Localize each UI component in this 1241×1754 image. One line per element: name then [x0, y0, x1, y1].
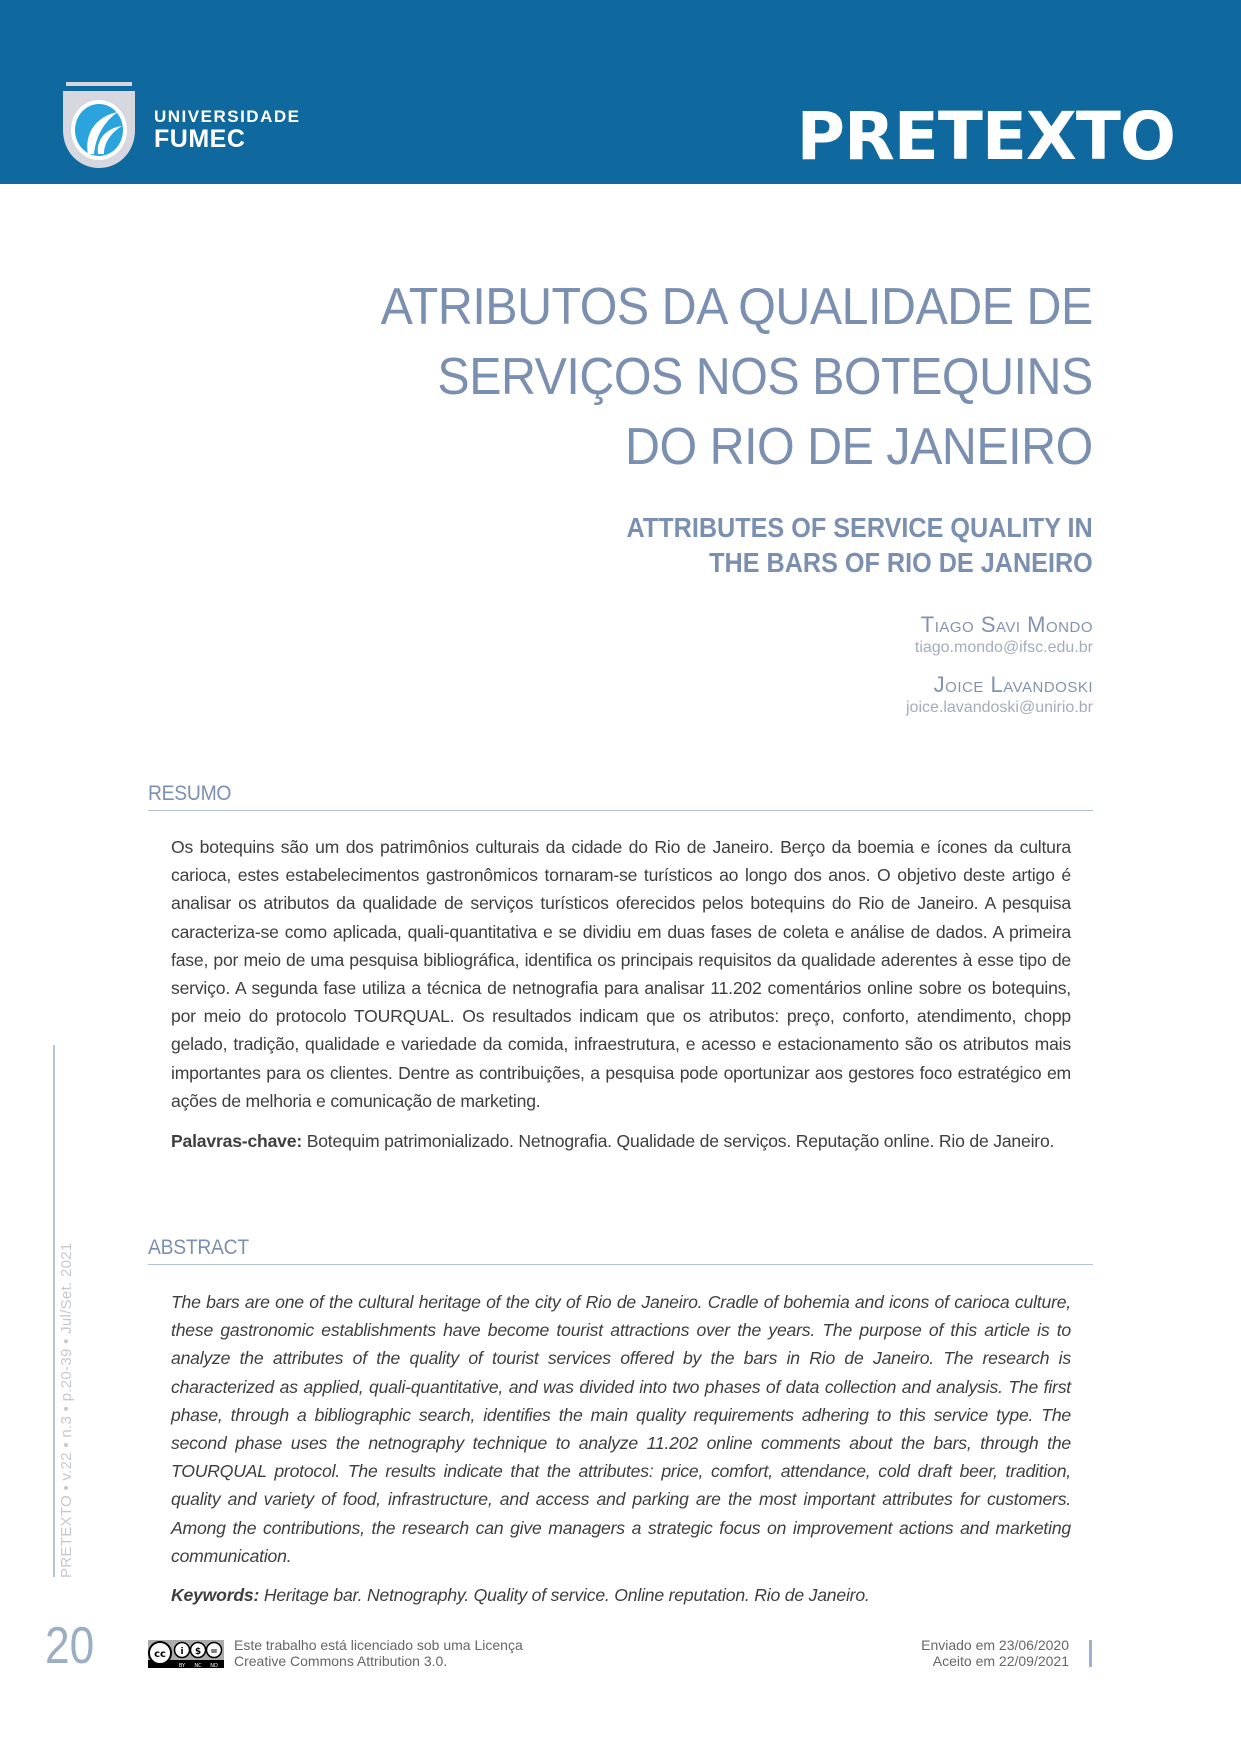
university-shield-logo-icon	[62, 82, 142, 170]
svg-text:NC: NC	[194, 1663, 202, 1668]
resumo-keywords-label: Palavras-chave:	[171, 1131, 302, 1151]
logo-line-universidade: UNIVERSIDADE	[154, 107, 301, 126]
title-pt-line: SERVIÇOS NOS BOTEQUINS	[437, 348, 1093, 406]
abstract-heading-text: ABSTRACT	[148, 1236, 249, 1259]
accepted-date: Aceito em 22/09/2021	[932, 1653, 1069, 1669]
submitted-date: Enviado em 23/06/2020	[921, 1637, 1069, 1653]
resumo-heading-text: RESUMO	[148, 782, 232, 805]
abstract-keywords-label: Keywords:	[171, 1585, 260, 1605]
title-en-line: ATTRIBUTES OF SERVICE QUALITY IN	[626, 512, 1093, 543]
svg-text:BY: BY	[178, 1663, 186, 1668]
creative-commons-by-nc-nd-icon[interactable]	[148, 1640, 224, 1668]
svg-text:ND: ND	[210, 1663, 218, 1668]
license-notice	[234, 1637, 523, 1669]
author-email[interactable]: joice.lavandoski@unirio.br	[906, 699, 1093, 716]
dates-accent-bar	[1089, 1640, 1092, 1667]
author-name: Tiago Savi Mondo	[920, 612, 1093, 637]
university-wordmark	[154, 107, 300, 152]
resumo-body: Os botequins são um dos patrimônios culturais da cidade do Rio de Janeiro. Berço da boemia e ícones da cultura carioca, estes estabelecimentos gastronômicos tornaram-se turísticos ao longo dos anos. O objetivo deste artigo é analisar os atributos da qualidade de serviços turísticos oferecidos pelos botequins do Rio de Janeiro. A pesquisa caracteriza-se como aplicada, quali-quantitativa e se dividiu em duas fases de coleta e análise de dados. A primeira fase, por meio de uma pesquisa bibliográfica, identifica os principais requisitos da qualidade aderentes à esse tipo de serviço. A segunda fase utiliza a técnica de netnografia para analisar 11.202 comentários online sobre os botequins, por meio do protocolo TOURQUAL. Os resultados indicam que os atributos: preço, conforto, atendimento, chopp gelado, tradição, qualidade e variedade da comida, infraestrutura, e acesso e estacionamento são os atributos mais importantes para os clientes. Dentre as contribuições, a pesquisa pode oportunizar aos gestores foco estratégico em ações de melhoria e comunicação de marketing.	[171, 837, 1071, 1111]
author-name: Joice Lavandoski	[933, 672, 1093, 697]
resumo-keywords-text: Botequim patrimonializado. Netnografia. Qualidade de serviços. Reputação online. Rio de Janeiro.	[302, 1131, 1055, 1151]
submission-dates	[921, 1637, 1069, 1669]
logo-line-fumec: FUMEC	[154, 125, 246, 153]
abstract-body: The bars are one of the cultural heritage of the city of Rio de Janeiro. Cradle of bohemia and icons of carioca culture, these gastronomic establishments have become tourist attractions over the years. The purpose of this article is to analyze the attributes of the quality of tourist services offered by the bars in Rio de Janeiro. The research is characterized as applied, quali-quantitative, and was divided into two phases of data collection and analysis. The first phase, through a bibliographic search, identifies the main quality requirements adhering to this service type. The second phase uses the netnography technique to analyze 11.202 online comments about the bars, through the TOURQUAL protocol. The results indicate that the attributes: price, comfort, attendance, cold draft beer, tradition, quality and variety of food, infrastructure, and access and parking are the most important attributes for customers. Among the contributions, the research can give managers a strategic focus on improvement actions and marketing communication.	[171, 1292, 1071, 1566]
resumo-keywords	[171, 1127, 1071, 1155]
license-line-2[interactable]: Creative Commons Attribution 3.0.	[234, 1653, 448, 1669]
author-email[interactable]: tiago.mondo@ifsc.edu.br	[914, 639, 1093, 656]
page-number: 20	[45, 1617, 95, 1675]
journal-header	[0, 0, 1241, 184]
journal-name: PRETEXTO	[796, 98, 1175, 175]
sidebar-divider	[53, 1045, 55, 1577]
resumo-heading	[148, 782, 1093, 811]
abstract-keywords	[171, 1581, 1071, 1609]
title-en-line: THE BARS OF RIO DE JANEIRO	[709, 547, 1093, 578]
svg-text:=: =	[210, 1647, 218, 1657]
svg-text:$: $	[194, 1647, 202, 1657]
license-line-1: Este trabalho está licenciado sob uma Licença	[234, 1637, 523, 1653]
journal-citation-vertical: PRETEXTO • v.22 • n.3 • p.20-39 • Jul/Set. 2021	[58, 1242, 75, 1578]
article-title-block	[327, 272, 1093, 580]
title-pt-line: ATRIBUTOS DA QUALIDADE DE	[380, 278, 1093, 336]
article-title-portuguese	[381, 272, 1093, 482]
svg-text:cc: cc	[154, 1649, 166, 1660]
article-title-english	[404, 510, 1093, 580]
abstract-heading	[148, 1236, 1093, 1265]
authors-list	[906, 612, 1093, 732]
svg-text:i: i	[180, 1647, 184, 1657]
abstract-keywords-text: Heritage bar. Netnography. Quality of service. Online reputation. Rio de Janeiro.	[259, 1585, 870, 1605]
title-pt-line: DO RIO DE JANEIRO	[625, 418, 1093, 476]
